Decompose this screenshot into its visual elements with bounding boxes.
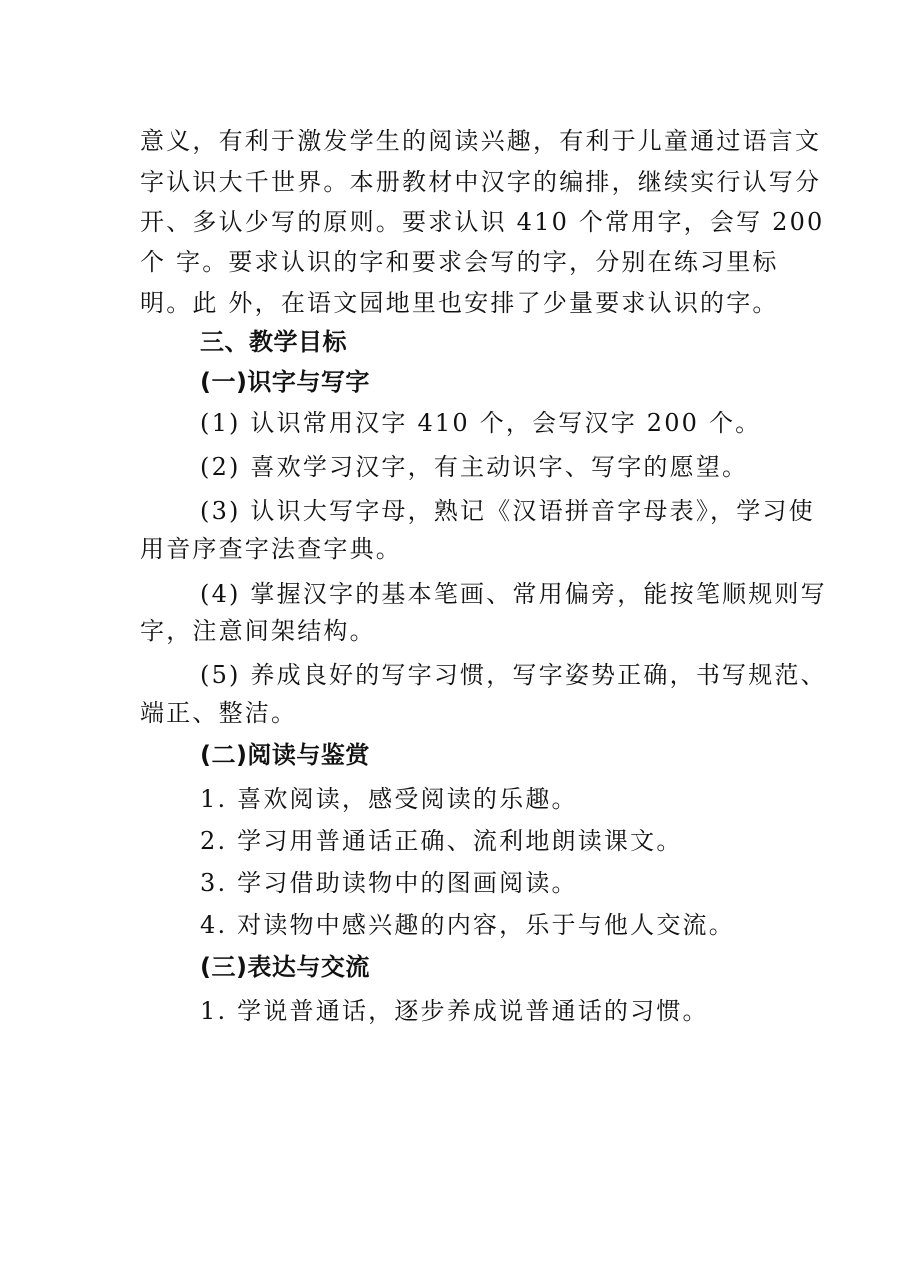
list-item: 1. 喜欢阅读，感受阅读的乐趣。 bbox=[200, 785, 578, 813]
list-item: (1) 认识常用汉字 410 个，会写汉字 200 个。 bbox=[200, 409, 762, 437]
list-item: 1. 学说普通话，逐步养成说普通话的习惯。 bbox=[200, 997, 709, 1025]
intro-line: 开、多认少写的原则。要求认识 410 个常用字，会写 200 bbox=[140, 208, 825, 236]
subsection-title: (三)表达与交流 bbox=[200, 953, 370, 981]
subsection-title: (二)阅读与鉴赏 bbox=[200, 741, 370, 769]
list-item: (4) 掌握汉字的基本笔画、常用偏旁，能按笔顺规则写 bbox=[200, 580, 827, 608]
list-item: 4. 对读物中感兴趣的内容，乐于与他人交流。 bbox=[200, 911, 735, 939]
list-item: 3. 学习借助读物中的图画阅读。 bbox=[200, 869, 578, 897]
intro-line: 意义，有利于激发学生的阅读兴趣，有利于儿童通过语言文 bbox=[140, 127, 822, 155]
list-item-continuation: 用音序查字法查字典。 bbox=[140, 535, 402, 563]
section-title: 三、教学目标 bbox=[200, 328, 347, 356]
list-item-continuation: 字，注意间架结构。 bbox=[140, 617, 376, 645]
subsection-title: (一)识字与写字 bbox=[200, 368, 370, 396]
list-item: (2) 喜欢学习汉字，有主动识字、写字的愿望。 bbox=[200, 453, 749, 481]
list-item: (3) 认识大写字母，熟记《汉语拼音字母表》，学习使 bbox=[200, 497, 815, 525]
list-item: (5) 养成良好的写字习惯，写字姿势正确，书写规范、 bbox=[200, 661, 827, 689]
intro-line: 字认识大千世界。本册教材中汉字的编排，继续实行认写分 bbox=[140, 168, 822, 196]
intro-line: 明。此 外，在语文园地里也安排了少量要求认识的字。 bbox=[140, 289, 779, 317]
list-item-continuation: 端正、整洁。 bbox=[140, 699, 298, 727]
list-item: 2. 学习用普通话正确、流利地朗读课文。 bbox=[200, 827, 683, 855]
intro-line: 个 字。要求认识的字和要求会写的字，分别在练习里标 bbox=[140, 248, 779, 276]
